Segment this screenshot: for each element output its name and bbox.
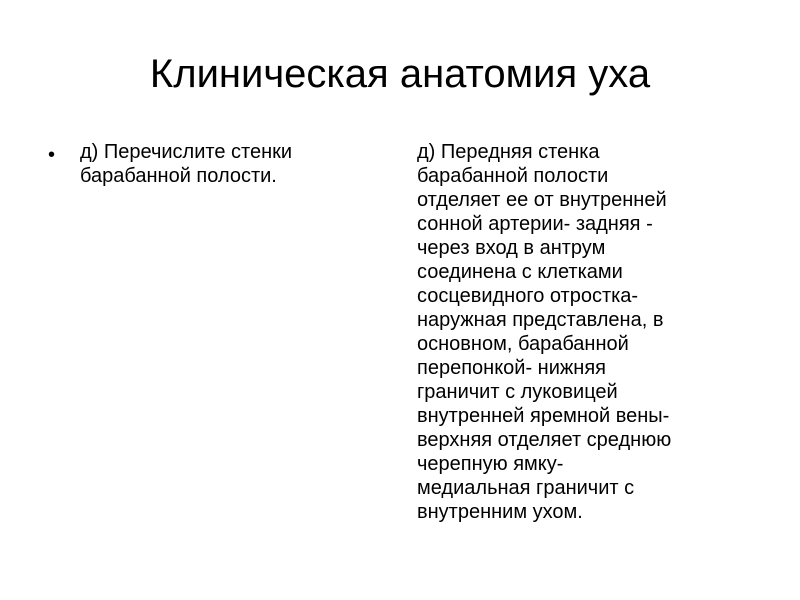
answer-text: д) Передняя стенка барабанной полости отделяет ее от внутренней сонной артерии- задняя - через вход в антрум соединена с клетками сосцевидного отростка- наружная представлена, в основном, барабанной перепонкой- нижняя граничит с луковицей внутренней яремной вены- верхняя отделяет среднюю черепную ямку- медиальная граничит с внутренним ухом.	[417, 141, 672, 523]
left-column	[48, 140, 378, 188]
slide-title: Клиническая анатомия уха	[149, 52, 651, 96]
question-text: д) Перечислите стенки барабанной полости.	[80, 141, 293, 187]
bullet-item-question	[48, 140, 378, 188]
bullet-icon: •	[48, 144, 56, 166]
